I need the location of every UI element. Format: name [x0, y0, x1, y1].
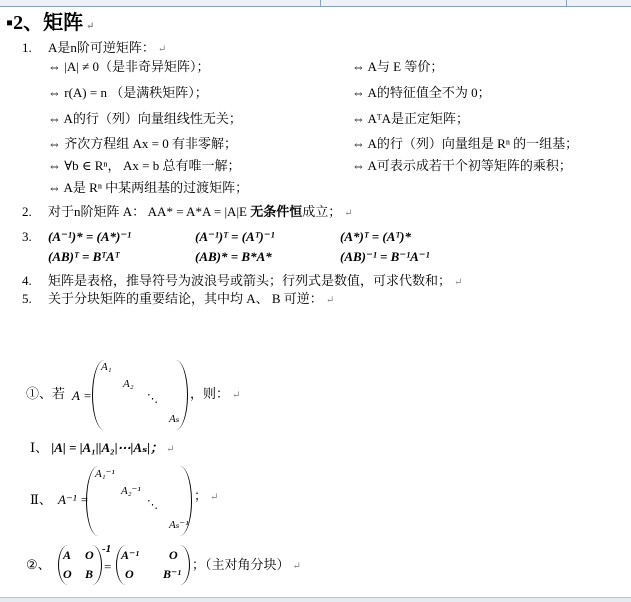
ruler-divider [566, 0, 567, 6]
inverse-block-matrix [86, 466, 192, 536]
conclusion-2-prefix: ②、 [26, 557, 51, 572]
item-2: 2. 对于n阶矩阵 A： AA* = A*A = |A|E 无条件恒成立； ↵ [22, 204, 353, 219]
matrix-cell: Aₛ [169, 413, 180, 425]
identity: (A⁻¹)* = (A*)⁻¹ [48, 229, 132, 244]
ruler-divider [320, 0, 321, 6]
matrix-lhs: A⁻¹ = [58, 492, 89, 507]
left-condition: ⇔ ∀b ∈ Rⁿ， Ax = b 总有唯一解； [48, 158, 241, 173]
item-1-intro: 1. A是n阶可逆矩阵： ↵ [22, 40, 167, 55]
inverse-exponent: -1 [102, 543, 112, 555]
matrix-cell: O [63, 567, 72, 581]
matrix-cell: A⁻¹ [121, 548, 139, 562]
block-matrix-AB [58, 545, 102, 585]
result-2-label: Ⅱ、 [30, 492, 52, 507]
matrix-cell: O [169, 548, 178, 562]
identity: (A⁻¹)ᵀ = (Aᵀ)⁻¹ [195, 229, 275, 244]
identity: (AB)ᵀ = BᵀAᵀ [48, 249, 120, 264]
matrix-cell: A₂ [123, 378, 134, 390]
bottom-bar [0, 597, 631, 602]
matrix-cell: A₁⁻¹ [95, 468, 115, 480]
matrix-cell: A₂⁻¹ [121, 485, 141, 497]
matrix-cell: O [85, 548, 94, 562]
block-matrix-inverse [116, 545, 190, 585]
right-condition: ⇔ A的特征值全不为 0； [352, 85, 491, 100]
left-condition: ⇔ A的行（列）向量组线性无关； [48, 111, 242, 126]
right-condition: ⇔ A的行（列）向量组是 Rⁿ 的一组基； [352, 136, 579, 151]
matrix-cell: Aₛ⁻¹ [169, 519, 189, 531]
identity: (AB)* = B*A* [195, 249, 272, 264]
item-4: 4. 矩阵是表格，推导符号为波浪号或箭头；行列式是数值，可求代数和； ↵ [22, 273, 463, 288]
top-ruler [0, 0, 631, 7]
matrix-cell: O [125, 567, 134, 581]
result-1: Ⅰ、 |A| = |A₁||A₂|⋯|Aₛ|； ↵ [30, 440, 175, 455]
matrix-cell: A [63, 548, 72, 562]
matrix-cell: ⋱ [147, 499, 158, 511]
left-condition: ⇔ |A| ≠ 0（是非奇异矩阵）； [48, 59, 210, 74]
block-diagonal-matrix [92, 360, 188, 430]
right-condition: ⇔ A可表示成若干个初等矩阵的乘积； [352, 158, 572, 173]
matrix-lhs: A = [72, 388, 92, 403]
matrix-cell: A₁ [101, 361, 112, 373]
right-condition: ⇔ AᵀA是正定矩阵； [352, 111, 470, 126]
matrix-cell: B⁻¹ [163, 567, 181, 581]
section-heading: ▪2、矩阵 ↵ [6, 12, 95, 34]
item-5: 5. 关于分块矩阵的重要结论，其中均 A、 B 可逆： ↵ [22, 291, 335, 306]
identity: (AB)⁻¹ = B⁻¹A⁻¹ [340, 249, 430, 264]
conclusion-1-prefix: ①、若 [26, 386, 66, 401]
matrix-cell: ⋱ [147, 393, 158, 405]
conclusion-1-suffix: ，则： ↵ [190, 386, 241, 401]
left-condition: ⇔ r(A) = n （是满秩矩阵）； [48, 85, 208, 100]
conclusion-2-suffix: ；（主对角分块） ↵ [192, 557, 301, 572]
result-2-suffix: ； ↵ [194, 488, 219, 503]
left-condition: ⇔ 齐次方程组 Ax = 0 有非零解； [48, 136, 237, 151]
matrix-cell: B [85, 567, 94, 581]
left-condition: ⇔ A是 Rⁿ 中某两组基的过渡矩阵； [48, 180, 249, 195]
right-condition: ⇔ A与 E 等价； [352, 59, 444, 74]
item-3-num: 3. [22, 229, 32, 244]
equals-sign: = [104, 559, 112, 574]
identity: (A*)ᵀ = (Aᵀ)* [340, 229, 411, 244]
